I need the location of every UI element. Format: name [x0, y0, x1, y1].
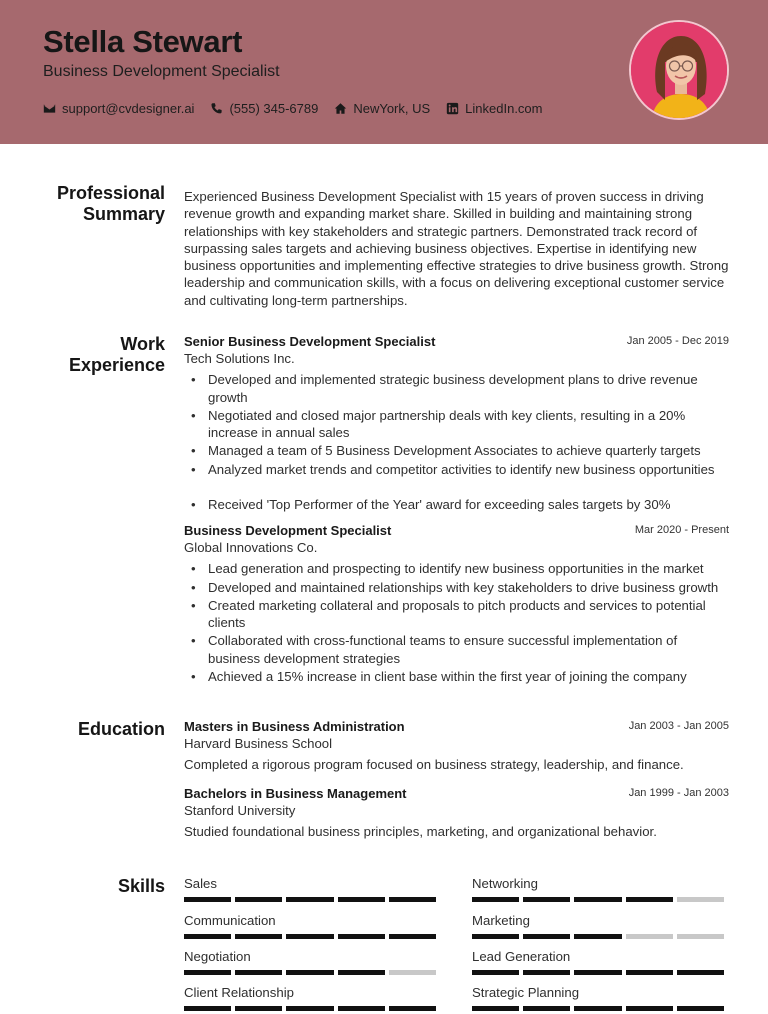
skill-level-bar [472, 897, 728, 902]
skill-level-segment [235, 1006, 282, 1011]
skill-name: Sales [184, 876, 217, 891]
skill-level-segment [626, 1006, 673, 1011]
skill-level-segment [338, 934, 385, 939]
skill-level-segment [184, 897, 231, 902]
skill-level-segment [626, 934, 673, 939]
skill-name: Lead Generation [472, 949, 571, 964]
education-dates: Jan 1999 - Jan 2003 [628, 787, 729, 799]
education-degree: Masters in Business Administration [184, 719, 405, 734]
job-bullet: • Analyzed market trends and competitor activities to identify new business opportunities [208, 461, 729, 478]
summary-heading-line2: Summary [82, 204, 165, 224]
skill-item [184, 913, 440, 939]
skill-level-segment [626, 897, 673, 902]
skill-level-segment [235, 897, 282, 902]
job-bullet: • Achieved a 15% increase in client base within the first year of joining the company [208, 668, 729, 685]
skill-level-segment [523, 897, 570, 902]
skill-level-segment [472, 897, 519, 902]
job-bullet: • Managed a team of 5 Business Development Associates to achieve quarterly targets [208, 442, 729, 459]
job-bullet: • Developed and implemented strategic business development plans to drive revenue growth [208, 371, 729, 406]
profile-photo [629, 20, 729, 120]
job-role: Senior Business Development Specialist [184, 334, 436, 349]
skill-level-segment [389, 970, 436, 975]
contact-list [43, 101, 559, 116]
job-dates: Jan 2005 - Dec 2019 [626, 335, 729, 347]
skill-level-segment [338, 897, 385, 902]
skill-name: Negotiation [184, 949, 251, 964]
skill-level-segment [286, 934, 333, 939]
linkedin-icon [446, 102, 459, 115]
skill-item [472, 876, 728, 902]
section-heading-summary [40, 183, 165, 225]
skill-level-bar [184, 897, 440, 902]
skill-level-bar [184, 970, 440, 975]
contact-email-text: support@cvdesigner.ai [62, 101, 195, 116]
skill-name: Communication [184, 913, 276, 928]
skill-level-segment [574, 1006, 621, 1011]
education-header [184, 785, 729, 802]
education-description: Studied foundational business principles, marketing, and organizational behavior. [184, 824, 657, 840]
skill-level-segment [184, 970, 231, 975]
skill-level-segment [286, 970, 333, 975]
skill-level-bar [472, 1006, 728, 1011]
job-bullet: • Collaborated with cross-functional teams to ensure successful implementation of business development strategies [208, 632, 729, 667]
profile-portrait [631, 22, 729, 120]
job-bullet: • Received 'Top Performer of the Year' award for exceeding sales targets by 30% [208, 496, 729, 513]
skill-level-segment [574, 934, 621, 939]
contact-email[interactable] [43, 101, 194, 116]
header-banner [0, 0, 768, 144]
skill-name: Strategic Planning [472, 985, 580, 1000]
skill-name: Marketing [472, 913, 530, 928]
job-entry [184, 522, 729, 686]
skill-level-segment [677, 934, 724, 939]
skill-level-segment [523, 1006, 570, 1011]
skill-level-segment [677, 1006, 724, 1011]
skill-level-segment [235, 970, 282, 975]
skill-level-bar [184, 934, 440, 939]
education-entry [184, 718, 729, 774]
skill-level-segment [338, 970, 385, 975]
section-heading-education: Education [77, 719, 165, 739]
skill-level-bar [184, 1006, 440, 1011]
skill-item [184, 985, 440, 1011]
skill-level-segment [574, 897, 621, 902]
skill-level-segment [626, 970, 673, 975]
job-bullet: • Developed and maintained relationships with key stakeholders to drive business growth [208, 579, 729, 596]
job-company: Global Innovations Co. [184, 540, 318, 555]
skill-item [184, 949, 440, 975]
skill-level-segment [286, 1006, 333, 1011]
skill-item [184, 876, 440, 902]
contact-phone-text: (555) 345-6789 [229, 101, 319, 116]
skill-item [472, 949, 728, 975]
skill-level-segment [523, 970, 570, 975]
skill-level-segment [235, 934, 282, 939]
education-degree: Bachelors in Business Management [184, 786, 407, 801]
home-icon [334, 102, 347, 115]
job-bullet: • Negotiated and closed major partnership deals with key clients, resulting in a 20% increase in annual sales [208, 407, 729, 442]
education-description: Completed a rigorous program focused on business strategy, leadership, and finance. [184, 757, 684, 773]
job-company: Tech Solutions Inc. [184, 351, 295, 366]
skill-level-segment [677, 897, 724, 902]
candidate-title: Business Development Specialist [43, 63, 280, 80]
job-dates: Mar 2020 - Present [634, 524, 729, 536]
skill-item [472, 985, 728, 1011]
job-bullets [184, 371, 729, 513]
education-school: Stanford University [184, 803, 296, 818]
skill-level-segment [472, 970, 519, 975]
skill-level-segment [472, 1006, 519, 1011]
contact-linkedin-text: LinkedIn.com [465, 101, 543, 116]
skill-level-segment [184, 934, 231, 939]
contact-location [334, 101, 430, 116]
job-bullets [184, 560, 729, 685]
job-header [184, 522, 729, 539]
skill-level-segment [677, 970, 724, 975]
skill-name: Networking [472, 876, 538, 891]
candidate-name: Stella Stewart [43, 24, 243, 59]
phone-icon [210, 102, 223, 115]
summary-text: Experienced Business Development Specialist with 15 years of proven success in driving revenue growth and expanding market share. Skilled in building and maintaining strong relationships with key stakeholders and strategic partners. Demonstrated track record of surpassing sales targets and achieving business objectives. Expertise in identifying new business opportunities and implementing effective strategies to drive business growth. Strong leadership and communication skills, with a focus on delivering exceptional customer service and cultivating long-term partnerships. [184, 189, 729, 308]
skill-level-bar [472, 970, 728, 975]
skill-level-segment [389, 897, 436, 902]
education-entry [184, 785, 729, 841]
experience-heading-line2: Experience [68, 355, 165, 375]
job-entry [184, 333, 729, 514]
skill-level-bar [472, 934, 728, 939]
envelope-icon [43, 102, 56, 115]
skill-level-segment [389, 934, 436, 939]
contact-linkedin[interactable] [446, 101, 542, 116]
section-heading-experience [40, 334, 165, 376]
section-heading-skills: Skills [117, 876, 165, 896]
skill-level-segment [574, 970, 621, 975]
job-bullet: • Created marketing collateral and proposals to pitch products and services to potential clients [208, 597, 729, 632]
education-dates: Jan 2003 - Jan 2005 [628, 720, 729, 732]
skill-name: Client Relationship [184, 985, 294, 1000]
education-school: Harvard Business School [184, 736, 333, 751]
job-bullet: • Lead generation and prospecting to identify new business opportunities in the market [208, 560, 729, 577]
job-header [184, 333, 729, 350]
skill-item [472, 913, 728, 939]
skill-level-segment [523, 934, 570, 939]
skill-level-segment [338, 1006, 385, 1011]
contact-phone[interactable] [210, 101, 318, 116]
education-header [184, 718, 729, 735]
skill-level-segment [184, 1006, 231, 1011]
skill-level-segment [286, 897, 333, 902]
skill-level-segment [389, 1006, 436, 1011]
job-role: Business Development Specialist [184, 523, 392, 538]
summary-heading-line1: Professional [56, 183, 165, 203]
contact-location-text: NewYork, US [353, 101, 431, 116]
experience-heading-line1: Work [120, 334, 165, 354]
skill-level-segment [472, 934, 519, 939]
